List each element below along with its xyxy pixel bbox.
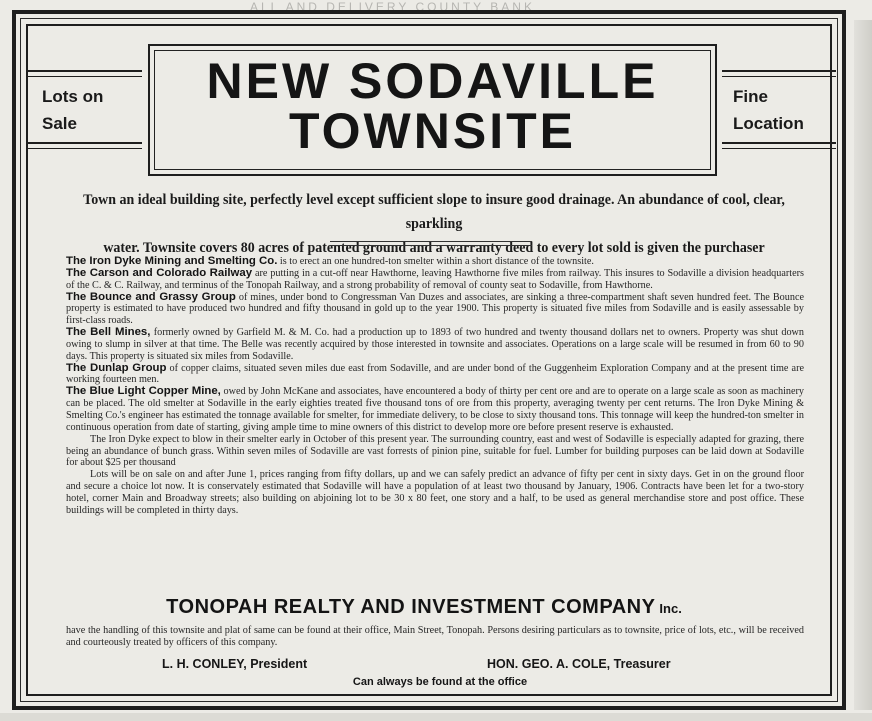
fine-label: Fine xyxy=(733,87,768,106)
paragraph-lead: The Blue Light Copper Mine, xyxy=(66,385,221,398)
lots-on-sale-label xyxy=(42,83,103,137)
intro-line-2: water. Townsite covers 80 acres of patented ground and a warranty deed to every lot sold is given the purchaser xyxy=(103,240,765,256)
body-text xyxy=(66,256,804,517)
paragraph-bell-mines xyxy=(66,327,804,363)
treasurer-signature: HON. GEO. A. COLE, Treasurer xyxy=(487,657,671,671)
paragraph-text: The Iron Dyke expect to blow in their smelter early in October of this present year. The surrounding country, east and west of Sodaville is especially adapted for grazing, there being an abundance of bunch grass. Within seven miles of Sodaville are vast forrests of pinion pine, suitable for fuel. Lumber for building purposes can be laid down at Sodaville for about $25 per thousand xyxy=(66,433,804,469)
paragraph-text: is to erect an one hundred-ton smelter within a short distance of the townsite. xyxy=(277,256,594,267)
right-rule-top-2 xyxy=(722,76,836,77)
paragraph-text: formerly owned by Garfield M. & M. Co. had a production up to 1893 of two hundred and twenty thousand dollars net to owners. Property was shut down owing to slump in silver at that time. The Belle was recently acquired by those interested in townsite and associates. Operations on a large scale will be resumed in from 60 to 90 days. This property is situated six miles from Sodaville. xyxy=(66,327,805,362)
lots-on-label: Lots on xyxy=(42,87,104,106)
left-rule-bottom xyxy=(26,142,142,144)
section-divider-2 xyxy=(330,245,532,246)
headline-line-2: TOWNSITE xyxy=(289,103,576,159)
paragraph-bounce-grassy xyxy=(66,292,804,328)
paragraph-lead: The Iron Dyke Mining and Smelting Co. xyxy=(66,255,278,267)
left-rule-bottom-2 xyxy=(26,148,142,149)
paragraph-text: owed by John McKane and associates, have encountered a body of thirty per cent ore and are to operate on a large scale as soon as machinery can be placed. The old smelter at Sodaville in the early eighties treated five thousand tons of ore from this property, averaging twenty per cent returns. The Iron Dyke Mining & Smelting Co.'s engineer has estimated the tonnage available for smelter, for immediate delivery, to be close to sixty thousand tons. This tonnage will keep the hundred-ton smelter in continuous operation from date of starting, giving ample time to mine owners of this district to develop more ore before present reserve is exhausted. xyxy=(66,386,805,433)
sale-label: Sale xyxy=(42,114,77,133)
section-divider-1 xyxy=(330,241,532,242)
page-edge-bottom xyxy=(0,713,872,721)
adjacent-column-fragment: ALL AND DELIVERY COUNTY BANK xyxy=(250,0,535,14)
headline-line-1: NEW SODAVILLE xyxy=(206,53,659,109)
intro-line-1: Town an ideal building site, perfectly level except sufficient slope to insure good drainage. An abundance of cool, clear, sparkling xyxy=(83,192,785,232)
page-edge-right xyxy=(854,20,872,710)
right-rule-bottom xyxy=(722,142,836,144)
paragraph-text: of mines, under bond to Congressman Van Duzes and associates, are sinking a three-compartment shaft seven hundred feet. The Bounce property is estimated to have produced two hundred and fifty thousand in gold up to the year 1900. This property is situated five miles from Sodaville and is easily assessable by first-class roads. xyxy=(66,291,804,327)
left-rule-top xyxy=(26,70,142,72)
paragraph-lead: The Bounce and Grassy Group xyxy=(66,290,236,303)
paragraph-blue-light xyxy=(66,386,804,433)
paragraph-lead: The Carson and Colorado Railway xyxy=(66,266,253,279)
company-name xyxy=(0,596,848,619)
paragraph-smelter xyxy=(66,434,804,470)
paragraph-text: Lots will be on sale on and after June 1, prices ranging from fifty dollars, up and we can safely predict an advance of fifty per cent in sixty days. Get in on the ground floor and secure a choice lot now. It is conservately estimated that Sodaville will have a population of at least two thousand by January, 1906. Contracts have been let for a two-story hotel, corner Main and Broadway streets; also building on abjoining lot to be 30 x 80 feet, one story and a half, to be used as general merchandise store and post office. These buildings will be completed in thirty days. xyxy=(66,469,804,516)
left-rule-top-2 xyxy=(26,76,142,77)
headline-box xyxy=(148,44,717,176)
footer-text: have the handling of this townsite and plat of same can be found at their office, Main Street, Tonopah. Persons desiring particulars as to townsite, price of lots, etc., will be received and courteously treated by officers of this company. xyxy=(66,625,804,648)
president-signature: L. H. CONLEY, President xyxy=(162,657,308,671)
paragraph-carson-colorado xyxy=(66,268,804,292)
fine-location-label xyxy=(733,83,804,137)
paragraph-lead: The Dunlap Group xyxy=(66,361,167,374)
paragraph-text: are putting in a cut-off near Hawthorne, leaving Hawthorne five miles from railway. This insures to Sodaville a division headquarters of the C. & C. Railway, and terminus of the Tonopah Railway, and a strong probability of removal of county seat to Sodaville, from Hawthorne. xyxy=(66,267,804,291)
closing-line: Can always be found at the office xyxy=(352,676,528,688)
paragraph-lots-sale xyxy=(66,469,804,516)
location-label: Location xyxy=(733,114,804,133)
company-suffix: Inc. xyxy=(659,601,682,616)
right-rule-top xyxy=(722,70,836,72)
right-rule-bottom-2 xyxy=(722,148,836,149)
paragraph-lead: The Bell Mines, xyxy=(66,326,151,339)
paragraph-text: of copper claims, situated seven miles due east from Sodaville, and are under bond of the Guggenheim Exploration Company and at the present time are working fourteen men. xyxy=(66,362,804,386)
intro-text xyxy=(64,188,804,260)
paragraph-dunlap xyxy=(66,363,804,387)
company-name-text: TONOPAH REALTY AND INVESTMENT COMPANY xyxy=(166,596,656,618)
